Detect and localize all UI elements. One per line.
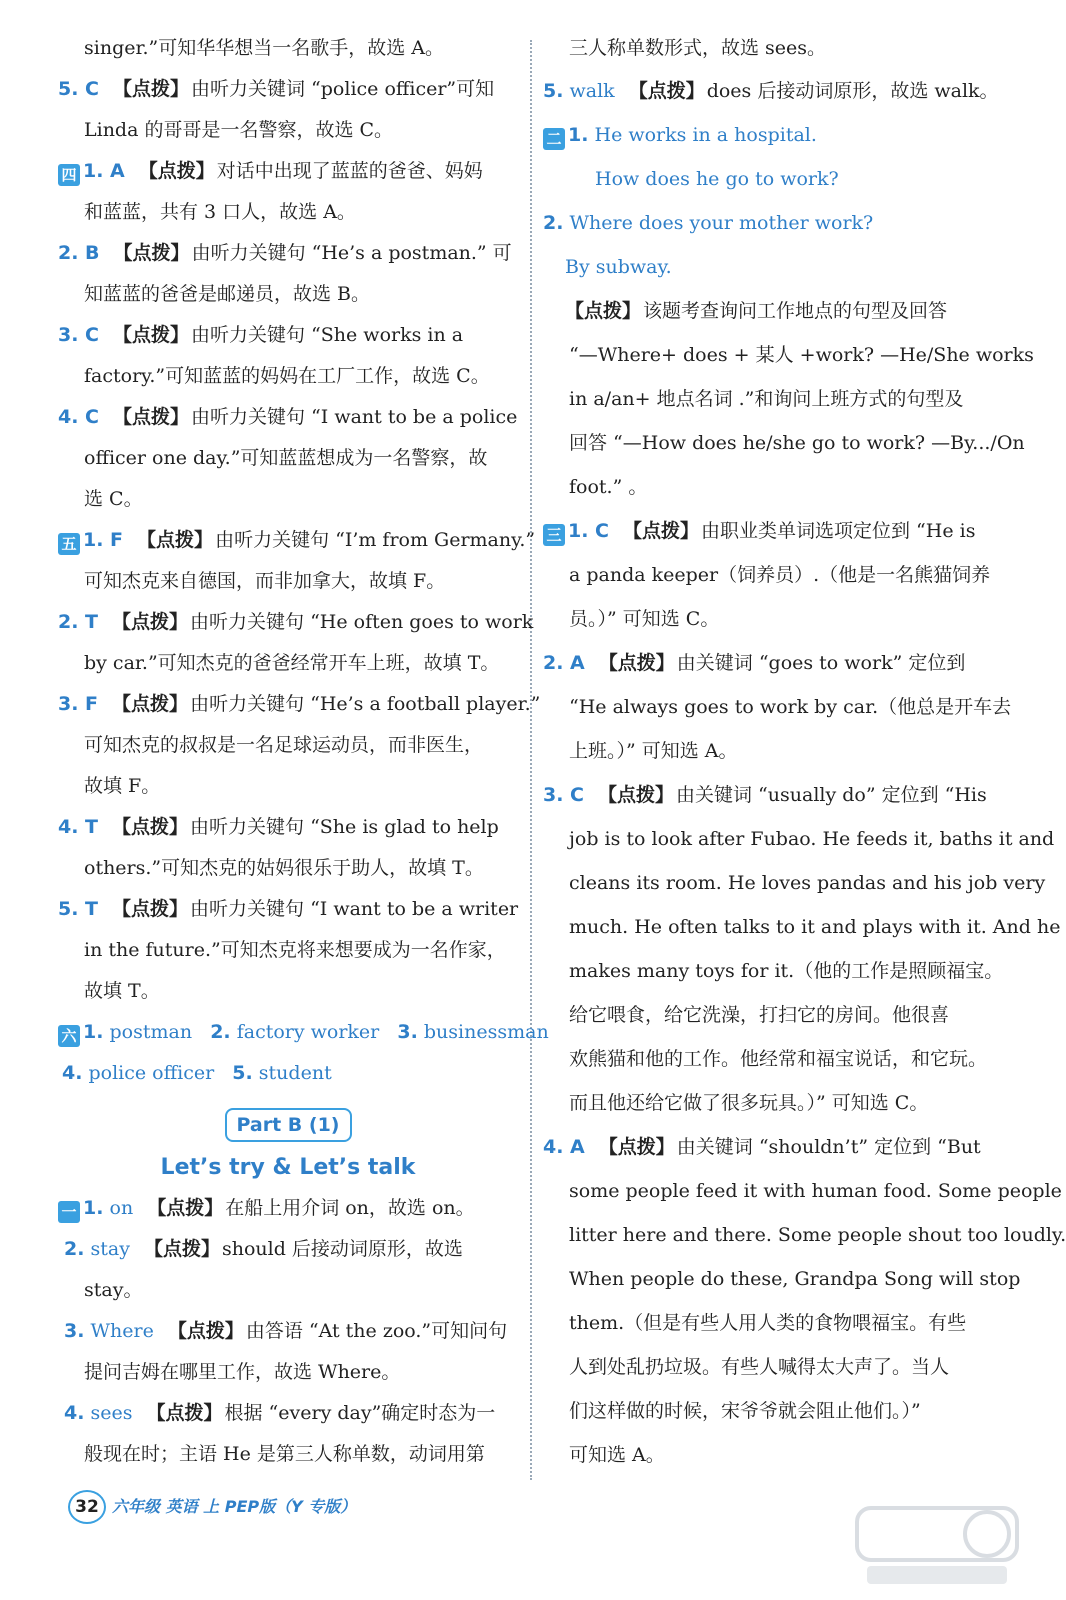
text-line: makes many toys for it.（他的工作是照顾福宝。 (569, 960, 1004, 982)
answer-item (58, 520, 536, 561)
answer-word: Where (90, 1320, 154, 1342)
hint-text: 由听力关键句 “I want to be a writer (190, 898, 519, 920)
text-line: 欢熊猫和他的工作。他经常和福宝说话，和它玩。 (569, 1048, 988, 1070)
hint-text: does 后接动词原形，故选 walk。 (706, 80, 999, 102)
text-line: officer one day.”可知蓝蓝想成为一名警察，故 (84, 447, 488, 469)
hint-tag: 【点拨】 (565, 300, 642, 322)
watermark-icon (847, 1500, 1027, 1590)
answer-number: 3. C (543, 784, 584, 806)
answer-number: 5. T (58, 898, 99, 920)
answer-item (58, 684, 541, 725)
section-badge-one: 一 (58, 1201, 80, 1223)
answer-number: 2. B (58, 242, 100, 264)
hint-text: 对话中出现了蓝蓝的爸爸、妈妈 (216, 160, 483, 182)
answer-row (58, 1053, 518, 1094)
hint-tag: 【点拨】 (113, 242, 190, 264)
answer-number: 5. (543, 80, 564, 102)
answer-word: postman (109, 1021, 193, 1043)
answer-number: 2. (64, 1238, 85, 1260)
hint-text: 由关键词 “usually do” 定位到 “His (676, 784, 987, 806)
text-line: litter here and there. Some people shout too loudly. (569, 1224, 1066, 1246)
answer-number: 4. A (543, 1136, 585, 1158)
watermark-logo (847, 1500, 1027, 1590)
hint-text: 由听力关键句 “She works in a (191, 324, 464, 346)
hint-tag: 【点拨】 (167, 1320, 244, 1342)
section-badge-three: 三 (543, 524, 565, 546)
hint-text: 由听力关键句 “I’m from Germany.” (215, 529, 536, 551)
hint-tag: 【点拨】 (623, 520, 700, 542)
page-footer (68, 1488, 356, 1524)
text-line: 知蓝蓝的爸爸是邮递员，故选 B。 (84, 283, 371, 305)
answer-word: businessman (423, 1021, 549, 1043)
part-heading (58, 1108, 518, 1148)
hint-tag: 【点拨】 (598, 652, 675, 674)
hint-text: 根据 “every day”确定时态为一 (224, 1402, 496, 1424)
left-column (58, 28, 549, 1475)
answer-number: 4. T (58, 816, 99, 838)
text-line: 般现在时；主语 He 是第三人称单数，动词用第 (84, 1443, 485, 1465)
answer-item (58, 233, 518, 274)
hint-text: 由答语 “At the zoo.”可知问句 (245, 1320, 508, 1342)
column-divider (530, 40, 532, 1480)
text-line: 而且他还给它做了很多玩具。）” 可知选 C。 (569, 1092, 929, 1114)
answer-item (58, 69, 518, 110)
hint-tag: 【点拨】 (598, 1136, 675, 1158)
text-line: When people do these, Grandpa Song will stop (569, 1268, 1021, 1290)
answer-number: 1. (568, 124, 589, 146)
hint-text: 由关键词 “shouldn’t” 定位到 “But (676, 1136, 981, 1158)
text-line: 们这样做的时候，宋爷爷就会阻止他们。）” (569, 1400, 921, 1422)
answer-sentence: He works in a hospital. (594, 124, 817, 146)
text-line: 给它喂食，给它洗澡，打扫它的房间。他很喜 (569, 1004, 950, 1026)
hint-text: 由关键词 “goes to work” 定位到 (676, 652, 966, 674)
answer-item (58, 1393, 518, 1434)
text-line: 可知杰克来自德国，而非加拿大，故填 F。 (84, 570, 446, 592)
text-line: them.（但是有些人用人类的食物喂福宝。有些 (569, 1312, 967, 1334)
hint-tag: 【点拨】 (112, 611, 189, 633)
section-badge-five: 五 (58, 533, 80, 555)
hint-text: 由听力关键句 “I want to be a police (191, 406, 518, 428)
hint-text: should 后接动词原形，故选 (221, 1238, 463, 1260)
text-line: 提问吉姆在哪里工作，故选 Where。 (84, 1361, 401, 1383)
answer-number: 1. A (83, 160, 125, 182)
answer-number: 2. (210, 1021, 231, 1043)
answer-item (543, 69, 1003, 113)
section-title: Let’s try & Let’s talk (160, 1155, 416, 1180)
hint-tag: 【点拨】 (628, 80, 705, 102)
text-line: 可知杰克的叔叔是一名足球运动员，而非医生， (84, 734, 484, 756)
answer-item (58, 1311, 518, 1352)
answer-number: 3. F (58, 693, 99, 715)
answer-number: 4. C (58, 406, 99, 428)
part-label: Part B (1) (225, 1108, 352, 1142)
text-line: 可知选 A。 (569, 1444, 665, 1466)
hint-text: 由职业类单词选项定位到 “He is (701, 520, 976, 542)
text-line: cleans its room. He loves pandas and his job very (569, 872, 1046, 894)
hint-text: 由听力关键句 “She is glad to help (190, 816, 499, 838)
text-line: foot.” 。 (569, 476, 648, 498)
answer-item (58, 889, 518, 930)
text-line: a panda keeper（饲养员）.（他是一名熊猫饲养 (569, 564, 991, 586)
answer-item (58, 1229, 518, 1270)
text-line: stay。 (84, 1279, 143, 1301)
text-line: job is to look after Fubao. He feeds it, baths it and (569, 828, 1055, 850)
text-line: much. He often talks to it and plays with it. And he (569, 916, 1061, 938)
answer-number: 1. (83, 1021, 104, 1043)
answer-word: factory worker (236, 1021, 380, 1043)
answer-number: 3. C (58, 324, 99, 346)
text-line: Linda 的哥哥是一名警察，故选 C。 (84, 119, 394, 141)
answer-number: 1. C (568, 520, 609, 542)
text-line: by car.”可知杰克的爸爸经常开车上班，故填 T。 (84, 652, 500, 674)
text-line: 三人称单数形式，故选 sees。 (569, 37, 827, 59)
answer-sentence: Where does your mother work? (569, 212, 874, 234)
answer-number: 5. C (58, 78, 99, 100)
hint-tag: 【点拨】 (113, 324, 190, 346)
hint-text: 由听力关键词 “police officer”可知 (191, 78, 495, 100)
hint-text: 由听力关键句 “He’s a football player.” (190, 693, 541, 715)
answer-item (543, 641, 1003, 685)
text-line: 回答 “—How does he/she go to work? —By.../On (569, 432, 1025, 454)
hint-tag: 【点拨】 (112, 693, 189, 715)
text-line: “He always goes to work by car.（他总是开车去 (569, 696, 1012, 718)
hint-text: 在船上用介词 on，故选 on。 (225, 1197, 475, 1219)
hint-tag: 【点拨】 (113, 78, 190, 100)
hint-tag: 【点拨】 (112, 898, 189, 920)
answer-word: police officer (88, 1062, 215, 1084)
answer-number: 1. (83, 1197, 104, 1219)
answer-item (58, 1188, 518, 1229)
hint-text: 该题考查询问工作地点的句型及回答 (643, 300, 948, 322)
answer-item (543, 113, 1003, 157)
section-badge-six: 六 (58, 1025, 80, 1047)
answer-word: on (109, 1197, 134, 1219)
answer-sentence: By subway. (565, 256, 672, 278)
text-line: “—Where+ does + 某人 +work? —He/She works (569, 344, 1034, 366)
text-line: in a/an+ 地点名词 .”和询问上班方式的句型及 (569, 388, 964, 410)
answer-word: sees (90, 1402, 133, 1424)
book-brand: 六年级 英语 上 PEP版（Y 专版） (112, 1497, 357, 1516)
text-line: 选 C。 (84, 488, 143, 510)
page-number: 32 (68, 1490, 106, 1524)
answer-number: 3. (64, 1320, 85, 1342)
hint-tag: 【点拨】 (113, 406, 190, 428)
answer-item (58, 602, 534, 643)
text-line: 员。）” 可知选 C。 (569, 608, 720, 630)
right-column (543, 28, 1066, 1477)
hint-tag: 【点拨】 (112, 816, 189, 838)
text-line: 人到处乱扔垃圾。有些人喊得太大声了。当人 (569, 1356, 950, 1378)
answer-item (543, 773, 1003, 817)
hint-tag: 【点拨】 (137, 529, 214, 551)
text-line: in the future.”可知杰克将来想要成为一名作家， (84, 939, 506, 961)
answer-number: 2. T (58, 611, 99, 633)
hint-tag: 【点拨】 (147, 1197, 224, 1219)
answer-number: 2. A (543, 652, 585, 674)
hint-tag: 【点拨】 (146, 1402, 223, 1424)
hint-tag: 【点拨】 (598, 784, 675, 806)
answer-item (543, 1125, 1003, 1169)
section-badge-two: 二 (543, 128, 565, 150)
answer-item (543, 289, 1003, 333)
section-badge-four: 四 (58, 164, 80, 186)
text-line: others.”可知杰克的姑妈很乐于助人，故填 T。 (84, 857, 484, 879)
text-line: 故填 F。 (84, 775, 161, 797)
answer-item (58, 397, 518, 438)
text-line: 故填 T。 (84, 980, 160, 1002)
answer-number: 3. (397, 1021, 418, 1043)
hint-text: 由听力关键句 “He’s a postman.” 可 (191, 242, 512, 264)
answer-word: student (258, 1062, 332, 1084)
answer-item (58, 151, 518, 192)
answer-item (543, 201, 1003, 245)
text-line: 上班。）” 可知选 A。 (569, 740, 738, 762)
answer-number: 1. F (83, 529, 124, 551)
answer-word: walk (569, 80, 615, 102)
answer-item (58, 807, 518, 848)
text-line: 和蓝蓝，共有 3 口人，故选 A。 (84, 201, 356, 223)
answer-number: 2. (543, 212, 564, 234)
answer-number: 4. (62, 1062, 83, 1084)
answer-item (58, 315, 518, 356)
hint-tag: 【点拨】 (138, 160, 215, 182)
text-line: some people feed it with human food. Some people (569, 1180, 1062, 1202)
answer-sentence: How does he go to work? (595, 168, 839, 190)
answer-number: 5. (232, 1062, 253, 1084)
answer-number: 4. (64, 1402, 85, 1424)
hint-text: 由听力关键句 “He often goes to work (190, 611, 534, 633)
answer-item (543, 509, 1003, 553)
hint-tag: 【点拨】 (143, 1238, 220, 1260)
answer-row (58, 1012, 549, 1053)
text-line: singer.”可知华华想当一名歌手，故选 A。 (84, 37, 444, 59)
text-line: factory.”可知蓝蓝的妈妈在工厂工作，故选 C。 (84, 365, 490, 387)
answer-word: stay (90, 1238, 130, 1260)
